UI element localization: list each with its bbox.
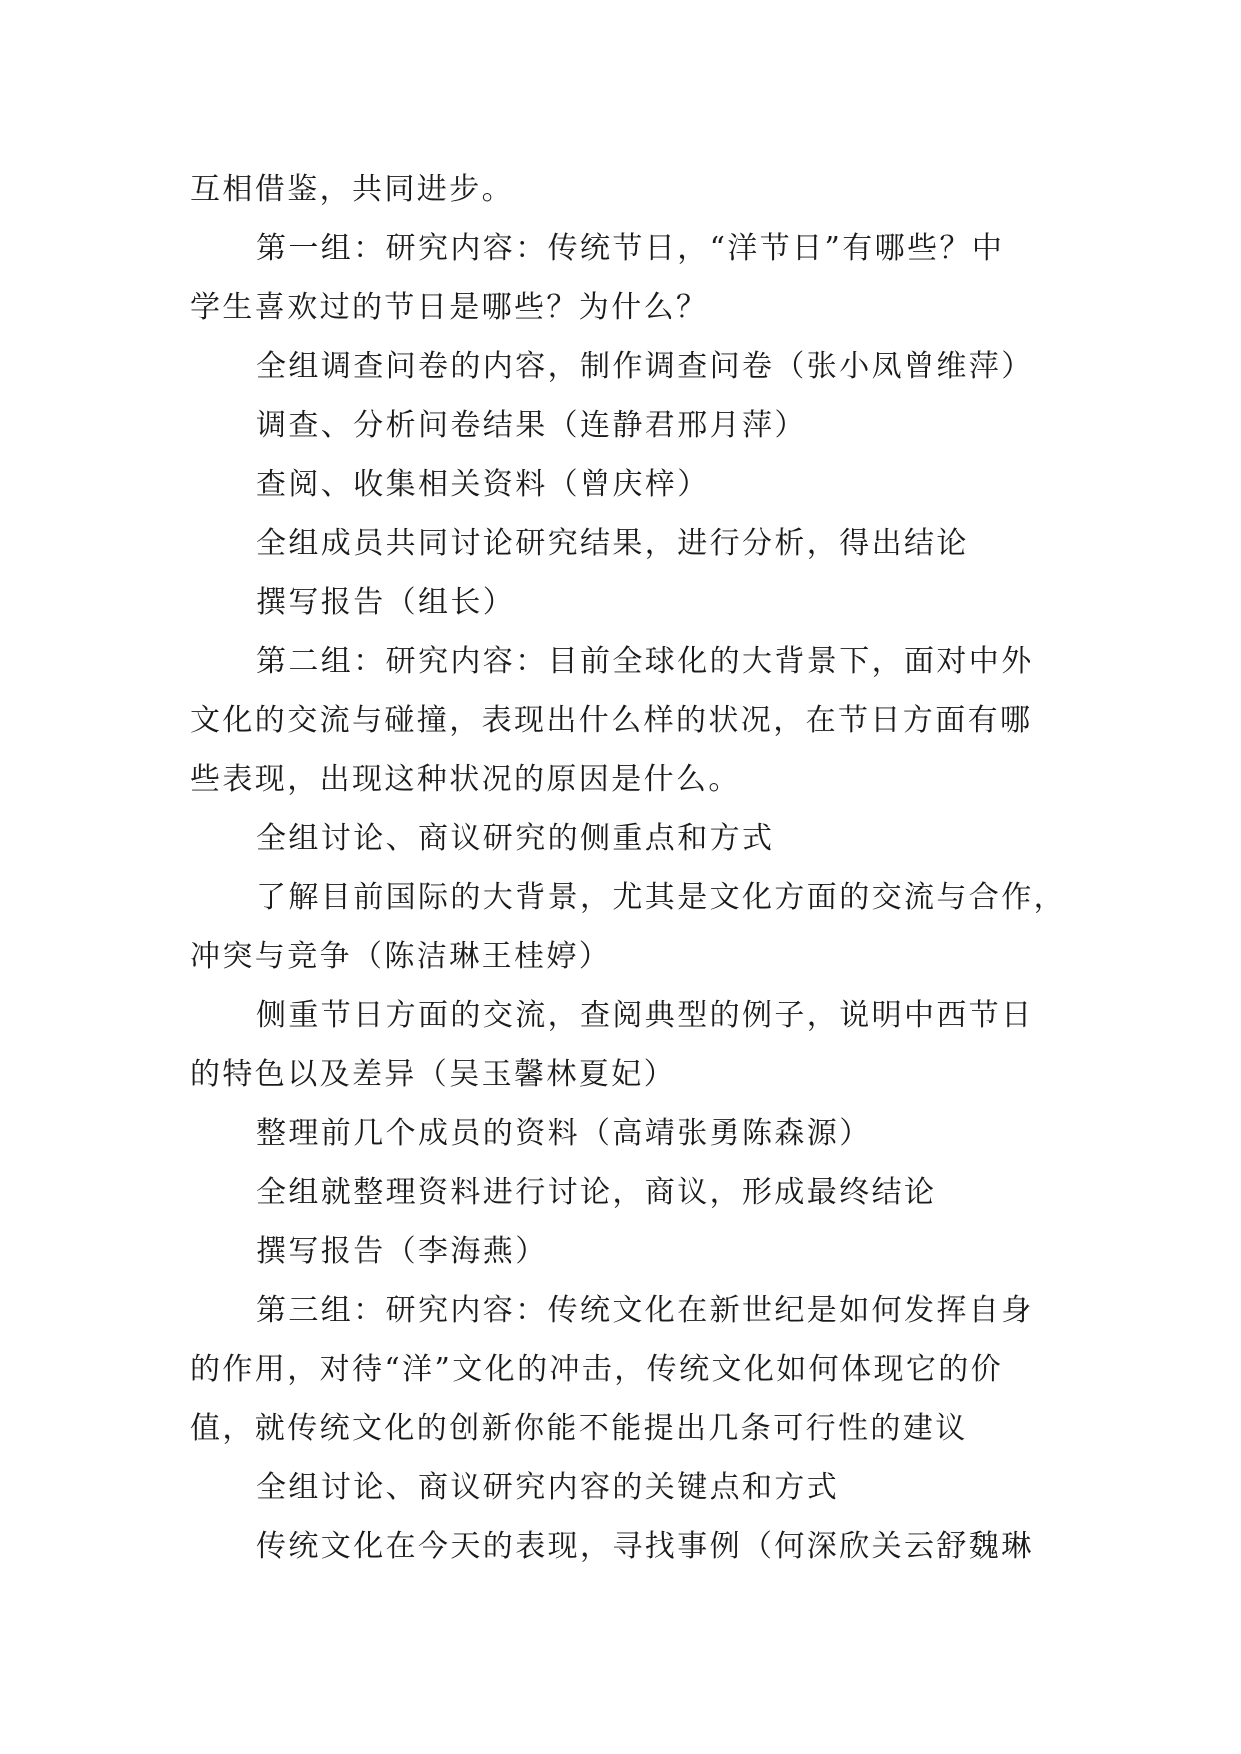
text-line: 学生喜欢过的节日是哪些？为什么？ bbox=[190, 290, 709, 325]
text-line: 查阅、收集相关资料（曾庆梓） bbox=[256, 467, 710, 502]
text-line: 冲突与竞争（陈洁琳王桂婷） bbox=[190, 939, 612, 974]
text-line: 第二组：研究内容：目前全球化的大背景下，面对中外 bbox=[256, 644, 1034, 679]
text-line: 撰写报告（李海燕） bbox=[256, 1234, 548, 1269]
text-line: 调查、分析问卷结果（连静君邢月萍） bbox=[256, 408, 807, 443]
text-line: 的作用，对待“洋”文化的冲击，传统文化如何体现它的价 bbox=[190, 1352, 1004, 1387]
text-line: 全组就整理资料进行讨论，商议，形成最终结论 bbox=[256, 1175, 937, 1210]
text-line: 了解目前国际的大背景，尤其是文化方面的交流与合作， bbox=[256, 880, 1066, 915]
text-line: 传统文化在今天的表现，寻找事例（何深欣关云舒魏琳 bbox=[256, 1529, 1034, 1564]
text-line: 全组讨论、商议研究内容的关键点和方式 bbox=[256, 1470, 840, 1505]
text-line: 些表现，出现这种状况的原因是什么。 bbox=[190, 762, 741, 797]
text-line: 值，就传统文化的创新你能不能提出几条可行性的建议 bbox=[190, 1411, 968, 1446]
text-line: 文化的交流与碰撞，表现出什么样的状况，在节日方面有哪 bbox=[190, 703, 1033, 738]
text-line: 全组调查问卷的内容，制作调查问卷（张小凤曾维萍） bbox=[256, 349, 1034, 384]
text-line: 侧重节日方面的交流，查阅典型的例子，说明中西节日 bbox=[256, 998, 1034, 1033]
text-line: 第一组：研究内容：传统节日，“洋节日”有哪些？中 bbox=[256, 231, 1005, 266]
text-line: 整理前几个成员的资料（高靖张勇陈森源） bbox=[256, 1116, 872, 1151]
text-line: 第三组：研究内容：传统文化在新世纪是如何发挥自身 bbox=[256, 1293, 1034, 1328]
text-line: 撰写报告（组长） bbox=[256, 585, 516, 620]
document-body bbox=[190, 160, 1070, 1576]
text-line: 全组讨论、商议研究的侧重点和方式 bbox=[256, 821, 775, 856]
text-line: 全组成员共同讨论研究结果，进行分析，得出结论 bbox=[256, 526, 969, 561]
text-line: 互相借鉴，共同进步。 bbox=[190, 172, 514, 207]
text-line: 的特色以及差异（吴玉馨林夏妃） bbox=[190, 1057, 676, 1092]
